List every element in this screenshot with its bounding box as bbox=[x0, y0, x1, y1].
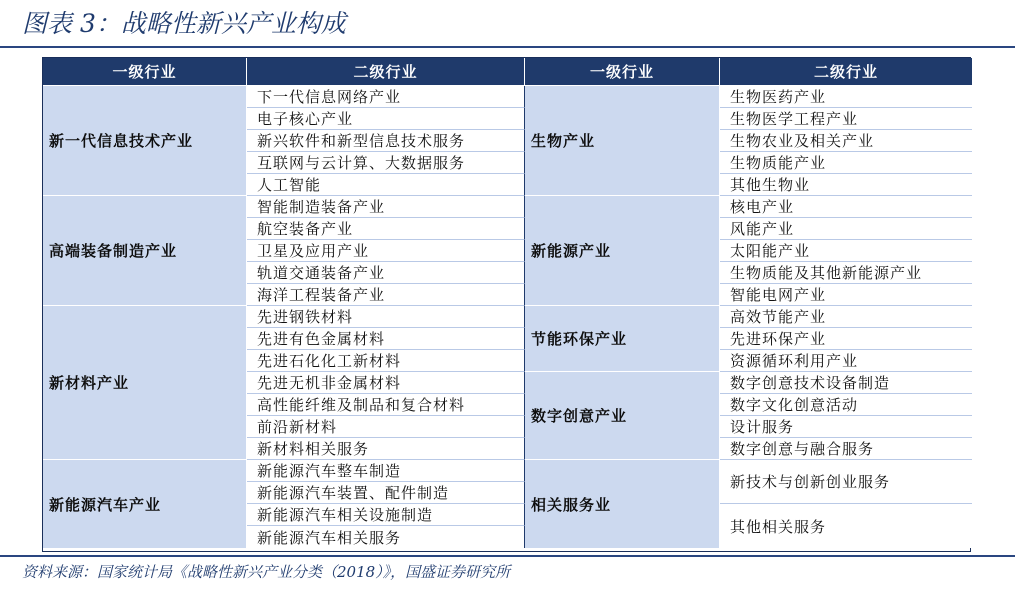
level2-item: 智能制造装备产业 bbox=[247, 196, 525, 218]
level2-item: 新兴软件和新型信息技术服务 bbox=[247, 130, 525, 152]
source-note: 资料来源：国家统计局《战略性新兴产业分类（2018）》，国盛证券研究所 bbox=[22, 563, 511, 581]
level2-item: 新能源汽车装置、配件制造 bbox=[247, 482, 525, 504]
level1-related-services: 相关服务业 bbox=[525, 460, 720, 548]
level2-item: 新能源汽车相关设施制造 bbox=[247, 504, 525, 526]
level2-item: 轨道交通装备产业 bbox=[247, 262, 525, 284]
level1-biology: 生物产业 bbox=[525, 86, 720, 196]
level2-item: 其他生物业 bbox=[720, 174, 972, 196]
level2-item: 人工智能 bbox=[247, 174, 525, 196]
header-level1-left: 一级行业 bbox=[43, 58, 247, 86]
level2-item: 新材料相关服务 bbox=[247, 438, 525, 460]
level2-item: 数字创意与融合服务 bbox=[720, 438, 972, 460]
level1-digital-creative: 数字创意产业 bbox=[525, 372, 720, 460]
level2-item: 生物医药产业 bbox=[720, 86, 972, 108]
level2-item: 先进石化化工新材料 bbox=[247, 350, 525, 372]
level1-energy-saving: 节能环保产业 bbox=[525, 306, 720, 372]
level2-item: 新能源汽车相关服务 bbox=[247, 526, 525, 548]
level1-nev: 新能源汽车产业 bbox=[43, 460, 247, 548]
level2-item: 太阳能产业 bbox=[720, 240, 972, 262]
level2-item: 生物质能产业 bbox=[720, 152, 972, 174]
level2-item: 生物质能及其他新能源产业 bbox=[720, 262, 972, 284]
level2-item: 先进有色金属材料 bbox=[247, 328, 525, 350]
level1-high-end-equipment: 高端装备制造产业 bbox=[43, 196, 247, 306]
level2-item: 航空装备产业 bbox=[247, 218, 525, 240]
level2-item: 数字创意技术设备制造 bbox=[720, 372, 972, 394]
level2-item: 卫星及应用产业 bbox=[247, 240, 525, 262]
level2-item: 生物农业及相关产业 bbox=[720, 130, 972, 152]
level2-item: 海洋工程装备产业 bbox=[247, 284, 525, 306]
level2-item: 风能产业 bbox=[720, 218, 972, 240]
level2-item: 其他相关服务 bbox=[720, 504, 972, 548]
level2-item: 新技术与创新创业服务 bbox=[720, 460, 972, 504]
level1-new-it: 新一代信息技术产业 bbox=[43, 86, 247, 196]
header-level2-right: 二级行业 bbox=[720, 58, 972, 86]
figure-title: 图表 3：战略性新兴产业构成 bbox=[22, 9, 346, 38]
source-rule bbox=[0, 555, 1015, 557]
level2-item: 核电产业 bbox=[720, 196, 972, 218]
level2-item: 先进无机非金属材料 bbox=[247, 372, 525, 394]
level2-item: 智能电网产业 bbox=[720, 284, 972, 306]
header-level2-left: 二级行业 bbox=[247, 58, 525, 86]
title-rule bbox=[0, 46, 1015, 48]
level2-item: 互联网与云计算、大数据服务 bbox=[247, 152, 525, 174]
header-level1-right: 一级行业 bbox=[525, 58, 720, 86]
level2-item: 生物医学工程产业 bbox=[720, 108, 972, 130]
level2-item: 资源循环利用产业 bbox=[720, 350, 972, 372]
level2-item: 新能源汽车整车制造 bbox=[247, 460, 525, 482]
level2-item: 高效节能产业 bbox=[720, 306, 972, 328]
industry-table bbox=[42, 57, 971, 552]
level2-item: 先进环保产业 bbox=[720, 328, 972, 350]
level2-item: 设计服务 bbox=[720, 416, 972, 438]
level2-item: 电子核心产业 bbox=[247, 108, 525, 130]
level2-item: 先进钢铁材料 bbox=[247, 306, 525, 328]
level2-item: 前沿新材料 bbox=[247, 416, 525, 438]
level2-item: 下一代信息网络产业 bbox=[247, 86, 525, 108]
level2-item: 数字文化创意活动 bbox=[720, 394, 972, 416]
level1-new-materials: 新材料产业 bbox=[43, 306, 247, 460]
level1-new-energy: 新能源产业 bbox=[525, 196, 720, 306]
level2-item: 高性能纤维及制品和复合材料 bbox=[247, 394, 525, 416]
